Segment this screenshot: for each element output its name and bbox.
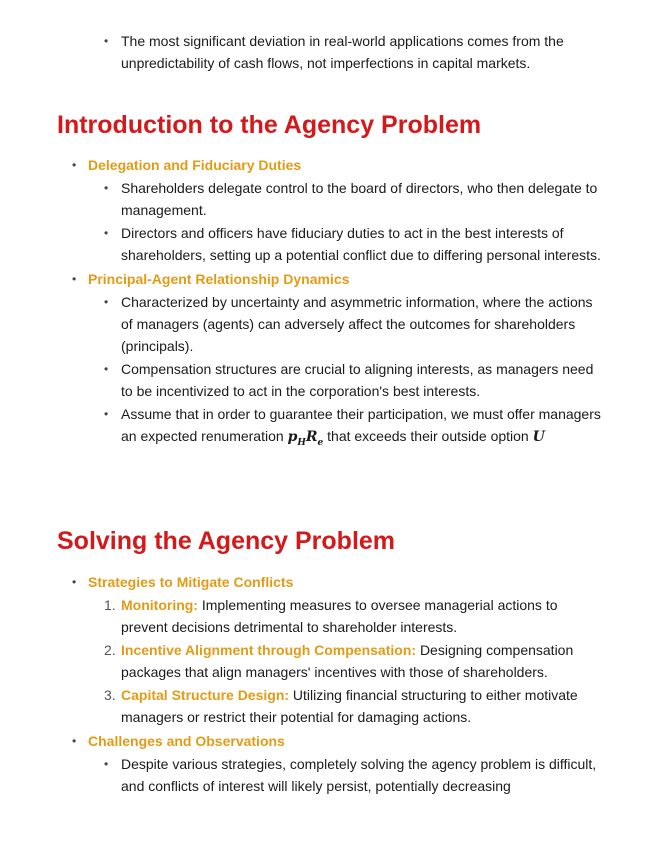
bullet-icon: • xyxy=(104,757,109,771)
item-label: Capital Structure Design: xyxy=(121,687,290,703)
list-item-text: Directors and officers have fiduciary duties to act in the best interests of shareholders, setting up a potential conflict due to differing personal interests. xyxy=(121,225,601,263)
math-subscript: H xyxy=(297,437,306,448)
list-item-text: The most significant deviation in real-world applications comes from the unpredictability of cash flows, not imperfections in capital markets. xyxy=(121,33,564,71)
bullet-icon: • xyxy=(104,181,109,195)
list-item-text: that exceeds their outside option xyxy=(327,428,529,444)
numbered-item xyxy=(0,594,655,638)
bullet-icon: • xyxy=(104,226,109,240)
section-list xyxy=(0,569,655,798)
section-list xyxy=(0,152,655,455)
math-expression xyxy=(287,429,324,448)
numbered-item xyxy=(0,684,655,728)
list-item xyxy=(0,222,655,266)
list-item-text: Compensation structures are crucial to aligning interests, as managers need to be incentivized to act in the corporation's best interests. xyxy=(121,361,594,399)
topic-label: Strategies to Mitigate Conflicts xyxy=(88,574,294,590)
list-item-text: Utilizing financial structuring to either motivate managers or restrict their potential for damaging actions. xyxy=(121,687,578,725)
topic-label: Principal-Agent Relationship Dynamics xyxy=(88,271,350,287)
item-label: Monitoring: xyxy=(121,597,198,613)
item-number: 1. xyxy=(104,597,116,613)
item-number: 3. xyxy=(104,687,116,703)
list-item-text: Characterized by uncertainty and asymmetric information, where the actions of managers (agents) can adversely affect the outcomes for shareholders (principals). xyxy=(121,294,593,354)
list-item-text: Shareholders delegate control to the board of directors, who then delegate to management. xyxy=(121,180,598,218)
math-symbol: R xyxy=(305,429,318,445)
math-symbol: p xyxy=(287,429,298,445)
list-item xyxy=(0,403,655,454)
bullet-icon: • xyxy=(104,295,109,309)
topic-item xyxy=(0,154,655,176)
math-symbol: U xyxy=(532,429,545,445)
section-heading: Solving the Agency Problem xyxy=(57,527,396,555)
list-item-text: Assume that in order to guarantee their participation, we must offer managers an expected renumeration xyxy=(121,406,601,444)
bullet-icon: • xyxy=(72,734,77,748)
bullet-icon: • xyxy=(72,272,77,286)
topic-label: Challenges and Observations xyxy=(88,733,285,749)
section-heading: Introduction to the Agency Problem xyxy=(57,111,482,139)
topic-item xyxy=(0,571,655,593)
list-item-text: Designing compensation packages that align managers' incentives with those of shareholders. xyxy=(121,642,574,680)
item-label: Incentive Alignment through Compensation: xyxy=(121,642,417,658)
list-item xyxy=(0,358,655,402)
list-item xyxy=(0,753,655,797)
list-item-text: Despite various strategies, completely solving the agency problem is difficult, and conflicts of interest will likely persist, potentially decreasing xyxy=(121,756,597,794)
item-number: 2. xyxy=(104,642,116,658)
bullet-icon: • xyxy=(72,575,77,589)
intro-list xyxy=(0,30,655,75)
bullet-icon: • xyxy=(104,34,109,48)
topic-label: Delegation and Fiduciary Duties xyxy=(88,157,302,173)
bullet-icon: • xyxy=(104,407,109,421)
numbered-item xyxy=(0,639,655,683)
list-item xyxy=(0,30,655,74)
bullet-icon: • xyxy=(72,158,77,172)
list-item-text: Implementing measures to oversee managerial actions to prevent decisions detrimental to shareholder interests. xyxy=(121,597,558,635)
bullet-icon: • xyxy=(104,362,109,376)
list-item xyxy=(0,177,655,221)
math-subscript: e xyxy=(317,437,324,448)
topic-item xyxy=(0,730,655,752)
topic-item xyxy=(0,268,655,290)
list-item xyxy=(0,291,655,357)
